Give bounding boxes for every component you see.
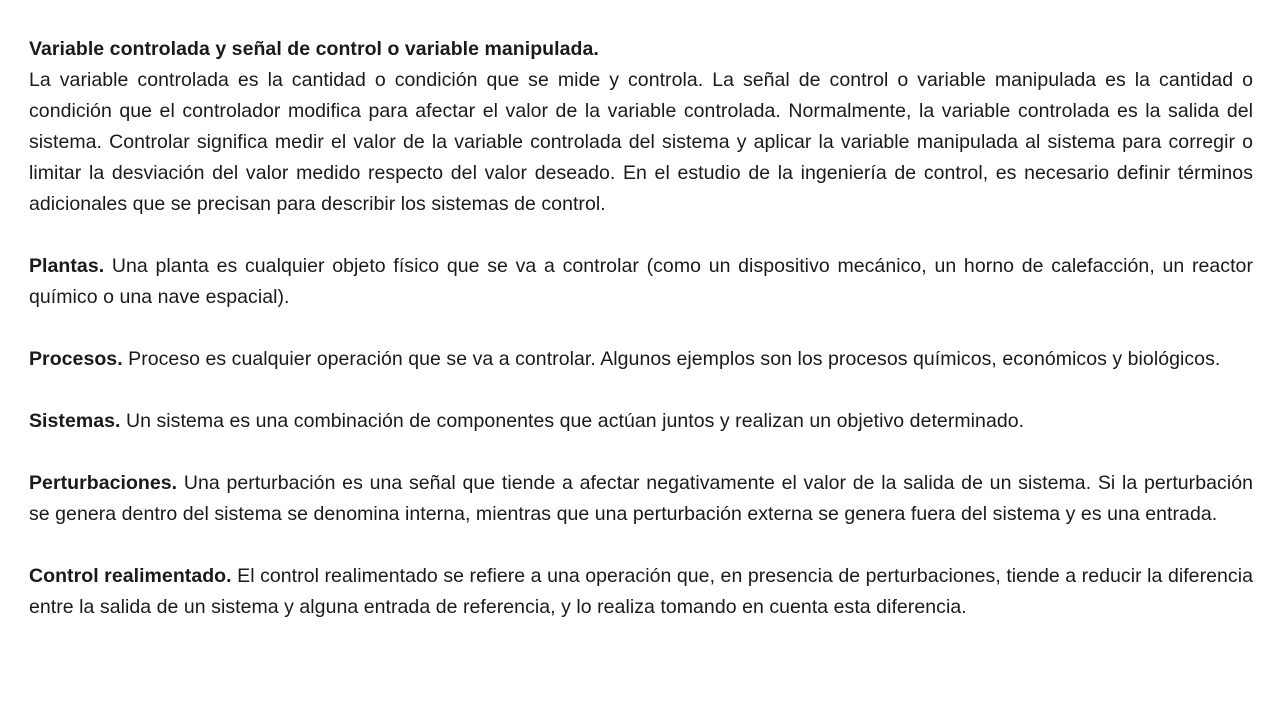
definition-term: Perturbaciones. [29,472,178,494]
definition-plantas [29,251,1253,313]
definition-perturbaciones [29,468,1253,530]
definition-procesos [29,344,1253,375]
intro-text: La variable controlada es la cantidad o condición que se mide y controla. La señal de control o variable manipulada es la cantidad o condición que el controlador modifica para afectar el valor de la variable controlada. Normalmente, la variable controlada es la salida del sistema. Controlar significa medir el valor de la variable controlada del sistema y aplicar la variable manipulada al sistema para corregir o limitar la desviación del valor medido respecto del valor deseado. En el estudio de la ingeniería de control, es necesario definir términos adicionales que se precisan para describir los sistemas de control. [29,69,1253,215]
intro-heading: Variable controlada y señal de control o variable manipulada. [29,38,599,60]
definition-text: Proceso es cualquier operación que se va a controlar. Algunos ejemplos son los procesos químicos, económicos y biológicos. [122,348,1221,370]
definition-term: Procesos. [29,348,123,370]
definition-text: El control realimentado se refiere a una operación que, en presencia de perturbaciones, tiende a reducir la diferencia entre la salida de un sistema y alguna entrada de referencia, y lo realiza tomando en cuenta esta diferencia. [29,565,1253,618]
definition-term: Plantas. [29,255,105,277]
slide-content [29,34,1253,694]
definition-text: Una planta es cualquier objeto físico que se va a controlar (como un dispositivo mecánico, un horno de calefacción, un reactor químico o una nave espacial). [29,255,1253,308]
definition-text: Una perturbación es una señal que tiende a afectar negativamente el valor de la salida de un sistema. Si la perturbación se genera dentro del sistema se denomina interna, mientras que una perturbación externa se genera fuera del sistema y es una entrada. [29,472,1253,525]
intro-paragraph [29,34,1253,220]
definition-text: Un sistema es una combinación de componentes que actúan juntos y realizan un objetivo determinado. [120,410,1025,432]
definition-control-realimentado [29,561,1253,623]
definition-sistemas [29,406,1253,437]
definition-term: Sistemas. [29,410,121,432]
definition-term: Control realimentado. [29,565,232,587]
